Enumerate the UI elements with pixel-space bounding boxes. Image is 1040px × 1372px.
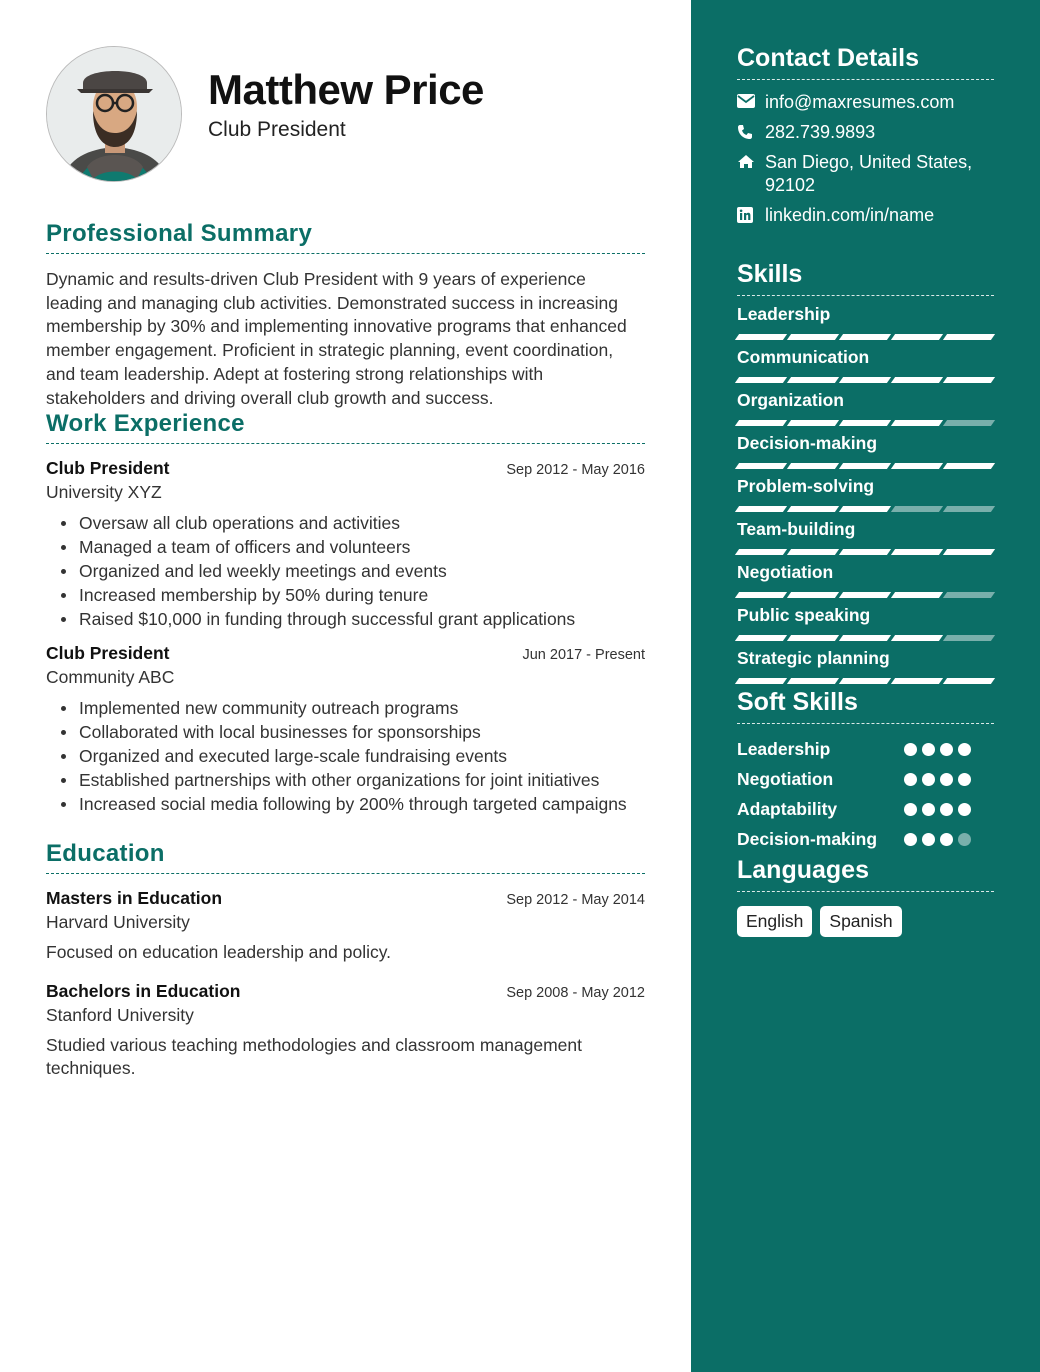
soft-skill-item: [737, 794, 994, 824]
skill-name: Organization: [737, 390, 844, 410]
skill-bar-segment: [891, 420, 943, 426]
job-date: Jun 2017 - Present: [522, 647, 645, 664]
language-list: [737, 906, 994, 937]
skill-name: Problem-solving: [737, 476, 875, 496]
job-org: Community ABC: [46, 667, 175, 688]
skill-level-bar: [737, 334, 994, 340]
skill-item: [737, 648, 994, 684]
skill-bar-segment: [891, 377, 943, 383]
summary-section: [46, 220, 645, 410]
skill-bar-segment: [839, 635, 891, 641]
education-heading: Education: [46, 840, 645, 874]
job-bullet: Managed a team of officers and volunteers: [46, 535, 645, 559]
skill-bar-segment: [891, 549, 943, 555]
skill-name: Public speaking: [737, 605, 871, 625]
skill-level-bar: [737, 549, 994, 555]
skill-bar-segment: [943, 592, 995, 598]
skill-name: Team-building: [737, 519, 856, 539]
job-bullet: Implemented new community outreach programs: [46, 696, 645, 720]
skill-name: Communication: [737, 347, 870, 367]
home-icon: [737, 151, 765, 169]
soft-skill-rating: [904, 833, 994, 846]
rating-dot: [958, 803, 971, 816]
skill-bar-segment: [735, 592, 787, 598]
languages-section: [737, 856, 994, 937]
skill-bar-segment: [891, 678, 943, 684]
school-name: Stanford University: [46, 1004, 194, 1025]
education-entry: [46, 888, 645, 965]
rating-dot: [922, 833, 935, 846]
rating-dot: [940, 773, 953, 786]
job-bullet: Increased membership by 50% during tenure: [46, 583, 645, 607]
experience-heading: Work Experience: [46, 410, 645, 444]
skill-name: Strategic planning: [737, 648, 890, 668]
education-description: Focused on education leadership and policy.: [46, 942, 392, 963]
language-tag: English: [737, 906, 812, 937]
skill-level-bar: [737, 592, 994, 598]
skill-bar-segment: [839, 463, 891, 469]
skill-level-bar: [737, 420, 994, 426]
skill-bar-segment: [839, 592, 891, 598]
contact-address: [737, 151, 994, 197]
summary-heading: Professional Summary: [46, 220, 645, 254]
skill-bar-segment: [735, 334, 787, 340]
skill-bar-segment: [735, 463, 787, 469]
skill-bar-segment: [735, 549, 787, 555]
contact-address-text: San Diego, United States, 92102: [765, 152, 973, 195]
skill-bar-segment: [787, 377, 839, 383]
phone-icon: [737, 121, 765, 140]
skill-bar-segment: [943, 377, 995, 383]
skill-bar-segment: [839, 377, 891, 383]
skill-bar-segment: [943, 635, 995, 641]
linkedin-icon: [737, 204, 765, 223]
school-name: Harvard University: [46, 912, 190, 933]
skills-section: [737, 260, 994, 684]
skill-item: [737, 562, 994, 598]
summary-text: Dynamic and results-driven Club President with 9 years of experience leading and managing club activities. Demonstrated success in increasing membership by 30% and implementing innovative programs that enhanced member engagement. Proficient in strategic planning, event coordination, and team leadership. Adept at fostering strong relationships with stakeholders and driving overall club growth and success.: [46, 269, 627, 408]
skill-item: [737, 347, 994, 383]
skill-bar-segment: [891, 635, 943, 641]
job-title: Club President: [46, 643, 170, 664]
soft-skill-rating: [904, 773, 994, 786]
skill-bar-segment: [943, 463, 995, 469]
skill-bar-segment: [891, 463, 943, 469]
soft-skill-item: [737, 764, 994, 794]
rating-dot: [904, 743, 917, 756]
skill-level-bar: [737, 678, 994, 684]
soft-skills-heading: Soft Skills: [737, 688, 994, 724]
soft-skill-name: Leadership: [737, 738, 831, 759]
education-date: Sep 2008 - May 2012: [506, 984, 645, 1001]
rating-dot: [940, 833, 953, 846]
skill-bar-segment: [891, 334, 943, 340]
portrait-photo: [47, 47, 182, 182]
skill-bar-segment: [735, 678, 787, 684]
skill-bar-segment: [787, 678, 839, 684]
contact-heading: Contact Details: [737, 44, 994, 80]
job-bullet: Raised $10,000 in funding through successful grant applications: [46, 607, 645, 631]
skill-bar-segment: [839, 420, 891, 426]
contact-linkedin[interactable]: [737, 204, 994, 227]
skills-list: [737, 304, 994, 684]
rating-dot: [904, 833, 917, 846]
skill-bar-segment: [787, 592, 839, 598]
soft-skill-item: [737, 824, 994, 854]
job-bullets: [46, 696, 645, 816]
rating-dot: [904, 803, 917, 816]
skill-item: [737, 519, 994, 555]
job-bullet: Organized and led weekly meetings and events: [46, 559, 645, 583]
skill-bar-segment: [943, 506, 995, 512]
job-title: Club President: [46, 458, 170, 479]
skill-bar-segment: [787, 420, 839, 426]
skill-bar-segment: [839, 334, 891, 340]
job-entry: [46, 458, 645, 631]
job-bullet: Established partnerships with other organizations for joint initiatives: [46, 768, 645, 792]
job-org: University XYZ: [46, 482, 162, 503]
language-tag: Spanish: [820, 906, 901, 937]
education-entry: [46, 981, 645, 1081]
skill-bar-segment: [735, 420, 787, 426]
skill-bar-segment: [943, 549, 995, 555]
rating-dot: [922, 773, 935, 786]
candidate-name: Matthew Price: [208, 66, 484, 113]
skill-bar-segment: [787, 334, 839, 340]
education-section: [46, 840, 645, 1081]
skill-level-bar: [737, 377, 994, 383]
email-icon: [737, 91, 765, 108]
soft-skill-rating: [904, 743, 994, 756]
rating-dot: [940, 803, 953, 816]
skill-bar-segment: [787, 506, 839, 512]
languages-heading: Languages: [737, 856, 994, 892]
skill-bar-segment: [787, 463, 839, 469]
rating-dot: [958, 773, 971, 786]
contact-phone[interactable]: [737, 121, 994, 144]
job-bullet: Collaborated with local businesses for sponsorships: [46, 720, 645, 744]
skill-bar-segment: [891, 506, 943, 512]
skill-bar-segment: [943, 678, 995, 684]
job-entry: [46, 643, 645, 816]
sidebar: [691, 0, 1040, 1372]
skill-bar-segment: [839, 678, 891, 684]
job-date: Sep 2012 - May 2016: [506, 462, 645, 479]
skill-item: [737, 433, 994, 469]
rating-dot: [958, 743, 971, 756]
rating-dot: [922, 743, 935, 756]
soft-skill-item: [737, 734, 994, 764]
skill-name: Decision-making: [737, 433, 878, 453]
skill-item: [737, 390, 994, 426]
skill-bar-segment: [839, 549, 891, 555]
skill-bar-segment: [787, 549, 839, 555]
resume-header: [46, 0, 645, 200]
skill-bar-segment: [839, 506, 891, 512]
contact-linkedin-text: linkedin.com/in/name: [765, 205, 935, 225]
avatar: [46, 46, 182, 182]
skill-item: [737, 476, 994, 512]
skill-bar-segment: [787, 635, 839, 641]
job-bullet: Oversaw all club operations and activities: [46, 511, 645, 535]
education-description: Studied various teaching methodologies and classroom management techniques.: [46, 1034, 583, 1079]
contact-phone-text: 282.739.9893: [765, 122, 876, 142]
contact-email-text: info@maxresumes.com: [765, 92, 955, 112]
skill-bar-segment: [943, 420, 995, 426]
skill-bar-segment: [735, 377, 787, 383]
job-bullet: Organized and executed large-scale fundraising events: [46, 744, 645, 768]
degree-title: Bachelors in Education: [46, 980, 241, 1001]
soft-skills-section: [737, 688, 994, 854]
contact-email[interactable]: [737, 91, 994, 114]
soft-skill-name: Adaptability: [737, 798, 838, 819]
skills-heading: Skills: [737, 260, 994, 296]
skill-item: [737, 304, 994, 340]
skill-item: [737, 605, 994, 641]
skill-bar-segment: [943, 334, 995, 340]
skill-name: Leadership: [737, 304, 831, 324]
rating-dot: [940, 743, 953, 756]
rating-dot: [904, 773, 917, 786]
skill-bar-segment: [735, 506, 787, 512]
degree-title: Masters in Education: [46, 888, 223, 909]
soft-skill-rating: [904, 803, 994, 816]
skill-name: Negotiation: [737, 562, 834, 582]
job-bullet: Increased social media following by 200% through targeted campaigns: [46, 792, 645, 816]
skill-level-bar: [737, 463, 994, 469]
contact-section: [737, 44, 994, 227]
soft-skill-name: Decision-making: [737, 828, 878, 849]
job-bullets: [46, 511, 645, 631]
skill-level-bar: [737, 635, 994, 641]
skill-level-bar: [737, 506, 994, 512]
skill-bar-segment: [891, 592, 943, 598]
rating-dot: [958, 833, 971, 846]
soft-skill-name: Negotiation: [737, 768, 834, 789]
rating-dot: [922, 803, 935, 816]
candidate-role: Club President: [208, 118, 346, 141]
skill-bar-segment: [735, 635, 787, 641]
experience-section: [46, 410, 645, 816]
soft-skills-list: [737, 734, 994, 854]
education-date: Sep 2012 - May 2014: [506, 892, 645, 909]
